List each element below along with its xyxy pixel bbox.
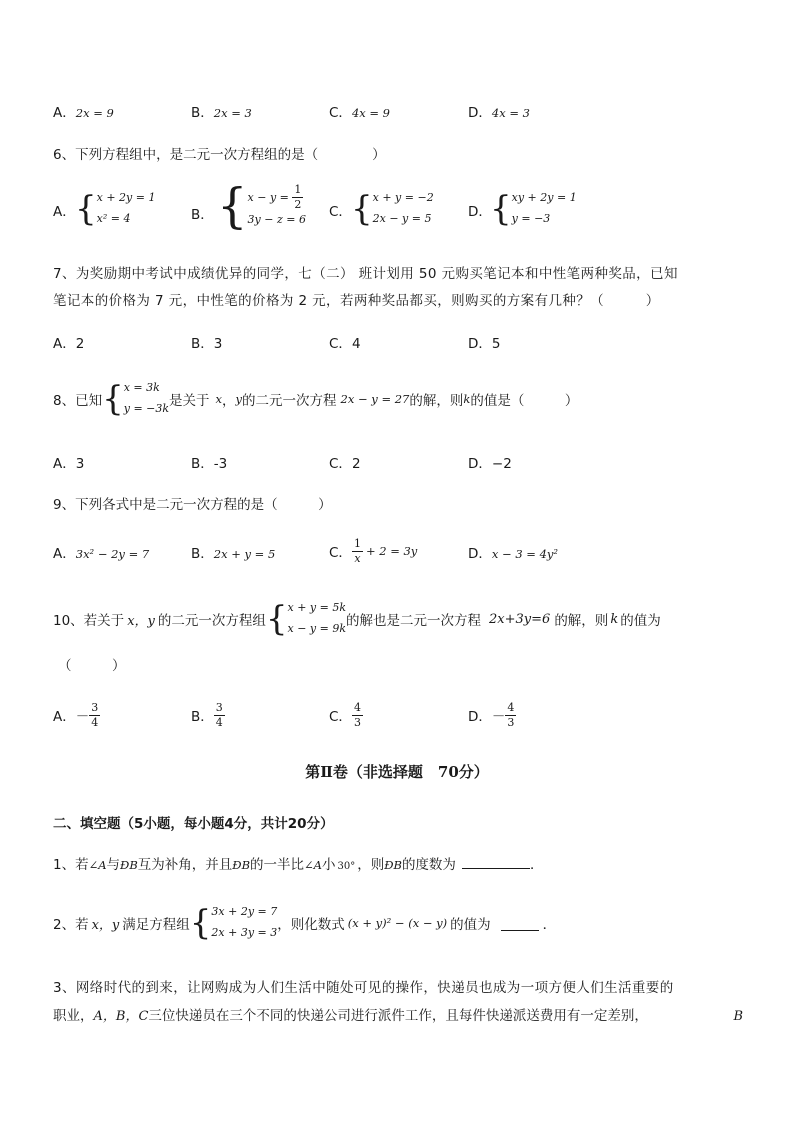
fill-question-3-line1: 3、网络时代的到来，让网购成为人们生活中随处可见的操作，快递员也成为一项方便人们生活重要的 bbox=[53, 980, 674, 996]
q6-option-b-letter: B． bbox=[191, 207, 214, 223]
option-letter: C． bbox=[329, 105, 352, 121]
option-expr: 3x² − 2y = 7 bbox=[75, 547, 150, 561]
q10-option-b bbox=[191, 696, 225, 734]
q6-options bbox=[53, 178, 753, 242]
q5-option-d bbox=[468, 101, 530, 121]
f2-text: 2、若 bbox=[53, 917, 89, 933]
f1-text: ，则 bbox=[357, 857, 385, 873]
q10-stem bbox=[53, 598, 661, 640]
q7-option-d bbox=[468, 332, 501, 352]
f1-text: ． bbox=[529, 857, 544, 873]
q5-option-b bbox=[191, 101, 252, 121]
fraction-denominator: x bbox=[354, 551, 361, 565]
option-value: 3 bbox=[213, 336, 223, 352]
option-expr: 2x = 9 bbox=[75, 106, 114, 120]
option-value: 2 bbox=[351, 456, 361, 472]
fraction-numerator: 1 bbox=[294, 182, 302, 196]
option-letter: B． bbox=[191, 709, 214, 725]
degree-value: 30° bbox=[337, 861, 356, 872]
f1-text: 与 bbox=[106, 857, 121, 873]
system-row: 2x − y = 5 bbox=[372, 211, 432, 225]
q5-option-a bbox=[53, 101, 114, 121]
system-row: x² = 4 bbox=[96, 211, 131, 225]
system-row: 3y − z = 6 bbox=[247, 213, 306, 227]
angle-a: ∠A bbox=[88, 858, 107, 872]
q10-options bbox=[53, 696, 753, 734]
q10-text: 的值为 bbox=[620, 613, 661, 629]
angle-b: ÐB bbox=[232, 858, 251, 872]
system-row: x + y = −2 bbox=[372, 191, 434, 204]
system-row: 2x + 3y = 3 bbox=[211, 926, 278, 939]
vars-xy: x，y bbox=[91, 917, 120, 933]
var-y: y bbox=[235, 392, 243, 406]
var-k: k bbox=[610, 611, 619, 627]
q8-options bbox=[53, 452, 753, 470]
fraction-denominator: 4 bbox=[215, 715, 223, 729]
q8-text: 的二元一次方程 bbox=[242, 393, 337, 409]
q9-options bbox=[53, 534, 753, 568]
option-value: −2 bbox=[491, 456, 512, 472]
fraction-numerator: 4 bbox=[507, 700, 515, 714]
q10-text: 10、若关于 bbox=[53, 613, 125, 629]
q10-text: 的二元一次方程组 bbox=[157, 613, 266, 629]
fraction-denominator: 3 bbox=[353, 715, 361, 729]
q7-line1: 7、为奖励期中考试中成绩优异的同学，七（二） 班计划用 50 元购买笔记本和中性笔两种奖品，已知 bbox=[53, 266, 678, 282]
option-sign: － bbox=[75, 709, 90, 725]
fraction bbox=[89, 701, 100, 730]
q10-option-a bbox=[53, 696, 100, 734]
part2-title: 第Ⅱ卷（非选择题 70分） bbox=[305, 763, 489, 781]
option-value: 3 bbox=[75, 456, 85, 472]
q10-equation: 2x+3y=6 bbox=[489, 611, 551, 627]
var-k: k bbox=[463, 392, 471, 406]
q8-text: 的解，则 bbox=[409, 393, 464, 409]
f1-text: 的一半比 bbox=[250, 857, 305, 873]
q7-option-c bbox=[329, 332, 361, 352]
f2-text: ． bbox=[542, 917, 557, 933]
f2-expression: (x + y)² − (x − y) bbox=[347, 916, 448, 930]
fraction-numerator: 3 bbox=[91, 700, 99, 714]
q8-option-a bbox=[53, 452, 84, 472]
option-letter: D． bbox=[468, 456, 492, 472]
q9-option-b bbox=[191, 542, 275, 562]
q8-option-b bbox=[191, 452, 227, 472]
f1-text: 1、若 bbox=[53, 857, 89, 873]
option-letter: A． bbox=[53, 709, 76, 725]
option-letter: A． bbox=[53, 336, 76, 352]
f1-text: 的度数为 bbox=[401, 857, 456, 873]
system-row: xy + 2y = 1 bbox=[511, 191, 577, 204]
system-row: x = 3k bbox=[123, 381, 160, 395]
f1-text: 互为补角，并且 bbox=[137, 857, 233, 873]
q7-options bbox=[53, 332, 753, 350]
f2-text: 的值为 bbox=[450, 917, 491, 933]
option-letter: B． bbox=[191, 546, 214, 562]
fill-question-3-line2 bbox=[53, 1004, 743, 1024]
q10-option-c bbox=[329, 696, 363, 734]
q9-stem: 9、下列各式中是二元一次方程的是（ ） bbox=[53, 497, 332, 513]
option-expr: x − 3 = 4y² bbox=[491, 547, 559, 561]
q8-option-d bbox=[468, 452, 512, 472]
q6-option-a-letter: A． bbox=[53, 204, 76, 220]
f2-system: { 3x + 2y = 7 2x + 3y = 3 bbox=[189, 903, 278, 943]
angle-a: ∠A bbox=[304, 858, 322, 872]
option-value: 5 bbox=[491, 336, 501, 352]
system-row: 3x + 2y = 7 bbox=[211, 905, 278, 919]
fraction bbox=[352, 701, 363, 730]
option-value: -3 bbox=[213, 456, 228, 472]
vars-abc: A，B，C bbox=[93, 1009, 149, 1024]
option-letter: D． bbox=[468, 336, 492, 352]
option-letter: C． bbox=[329, 456, 352, 472]
var-x: x bbox=[215, 392, 223, 406]
fraction bbox=[505, 701, 516, 730]
system-row: y = −3 bbox=[511, 211, 551, 225]
f2-text: ，则化数式 bbox=[277, 917, 345, 933]
option-expr: 2x + y = 5 bbox=[213, 547, 276, 561]
option-letter: D． bbox=[468, 105, 492, 121]
q10-option-d bbox=[468, 696, 516, 734]
q5-option-c bbox=[329, 101, 390, 121]
fraction-denominator: 4 bbox=[91, 715, 99, 729]
option-letter: A． bbox=[53, 546, 76, 562]
option-expr: 4x = 9 bbox=[351, 106, 391, 120]
option-value: 2 bbox=[75, 336, 85, 352]
q7-option-a bbox=[53, 332, 84, 352]
system-row: y = −3k bbox=[123, 402, 170, 415]
answer-blank[interactable] bbox=[462, 868, 530, 869]
angle-b: ÐB bbox=[120, 858, 138, 872]
fill-question-2 bbox=[53, 902, 556, 944]
q6-option-c-letter: C． bbox=[329, 204, 352, 220]
f3-text: 三位快递员在三个不同的快递公司进行派件工作，且每件快递派送费用有一定差别， bbox=[148, 1008, 648, 1024]
q6-option-b-system: { x − y = $\frac{1}{2}$ 3y − z = 6 bbox=[217, 178, 306, 234]
q8-equation: 2x − y = 27 bbox=[340, 392, 410, 406]
q10-answer-paren: （ ） bbox=[58, 658, 126, 674]
q9-option-a bbox=[53, 542, 149, 562]
q10-text: 的解也是二元一次方程 bbox=[346, 613, 482, 629]
q8-prefix: 8、已知 bbox=[53, 393, 103, 409]
option-letter: C． bbox=[329, 709, 352, 725]
f2-text: 满足方程组 bbox=[122, 917, 190, 933]
option-letter: D． bbox=[468, 709, 492, 725]
fill-question-1 bbox=[53, 853, 543, 873]
option-letter: A． bbox=[53, 456, 76, 472]
option-letter: D． bbox=[468, 546, 492, 562]
fraction-denominator: 3 bbox=[507, 715, 515, 729]
q5-options bbox=[53, 101, 753, 119]
option-letter: B． bbox=[191, 336, 214, 352]
q9-option-c bbox=[329, 534, 417, 568]
fraction-numerator: 1 bbox=[353, 536, 361, 550]
vars-xy: x，y bbox=[127, 613, 155, 629]
q7-option-b bbox=[191, 332, 222, 352]
option-letter: A． bbox=[53, 105, 76, 121]
system-row: x + 2y = 1 bbox=[96, 191, 156, 204]
q8-system: { x = 3k y = −3k bbox=[102, 379, 170, 419]
fraction bbox=[214, 701, 225, 730]
answer-blank[interactable] bbox=[501, 916, 539, 931]
option-expr: 4x = 3 bbox=[491, 106, 530, 120]
option-expr: 2x = 3 bbox=[213, 106, 252, 120]
option-expr: + 2 = 3y bbox=[365, 544, 418, 558]
system-row: x + y = 5k bbox=[287, 601, 347, 615]
q10-text: 的解，则 bbox=[554, 613, 609, 629]
fraction bbox=[292, 183, 303, 212]
q6-option-d-letter: D． bbox=[468, 204, 492, 220]
system-row: x − y = bbox=[247, 190, 289, 204]
q8-text: 的值是（ ） bbox=[470, 393, 579, 409]
angle-b: ÐB bbox=[384, 858, 402, 872]
option-letter: C． bbox=[329, 336, 352, 352]
fraction-denominator: 2 bbox=[294, 197, 302, 211]
fraction-numerator: 3 bbox=[215, 700, 223, 714]
q6-option-c-system: { x + y = −2 2x − y = 5 bbox=[351, 188, 434, 229]
option-value: 4 bbox=[351, 336, 361, 352]
fraction bbox=[352, 537, 363, 566]
var-b: B bbox=[733, 1009, 743, 1024]
option-letter: C． bbox=[329, 545, 352, 561]
fraction-numerator: 4 bbox=[353, 700, 361, 714]
q10-system: { x + y = 5k x − y = 9k bbox=[265, 599, 347, 639]
f3-text: 职业， bbox=[53, 1008, 94, 1024]
q8-comma: ， bbox=[222, 393, 236, 409]
section2-title: 二、填空题（5小题，每小题4分，共计20分） bbox=[53, 816, 334, 832]
option-letter: B． bbox=[191, 105, 214, 121]
q6-option-d-system: { xy + 2y = 1 y = −3 bbox=[490, 188, 577, 229]
f1-text: 小 bbox=[321, 857, 336, 873]
option-sign: － bbox=[491, 709, 506, 725]
q7-line2: 笔记本的价格为 7 元，中性笔的价格为 2 元，若两种奖品都买，则购买的方案有几种？（ ） bbox=[53, 293, 660, 309]
q8-text: 是关于 bbox=[169, 393, 210, 409]
q8-option-c bbox=[329, 452, 361, 472]
q6-option-a-system: { x + 2y = 1 x² = 4 bbox=[75, 188, 156, 229]
system-row: x − y = 9k bbox=[287, 622, 347, 635]
q9-option-d bbox=[468, 542, 558, 562]
option-letter: B． bbox=[191, 456, 214, 472]
q8-stem bbox=[53, 378, 578, 420]
q6-stem: 6、下列方程组中，是二元一次方程组的是（ ） bbox=[53, 147, 386, 163]
